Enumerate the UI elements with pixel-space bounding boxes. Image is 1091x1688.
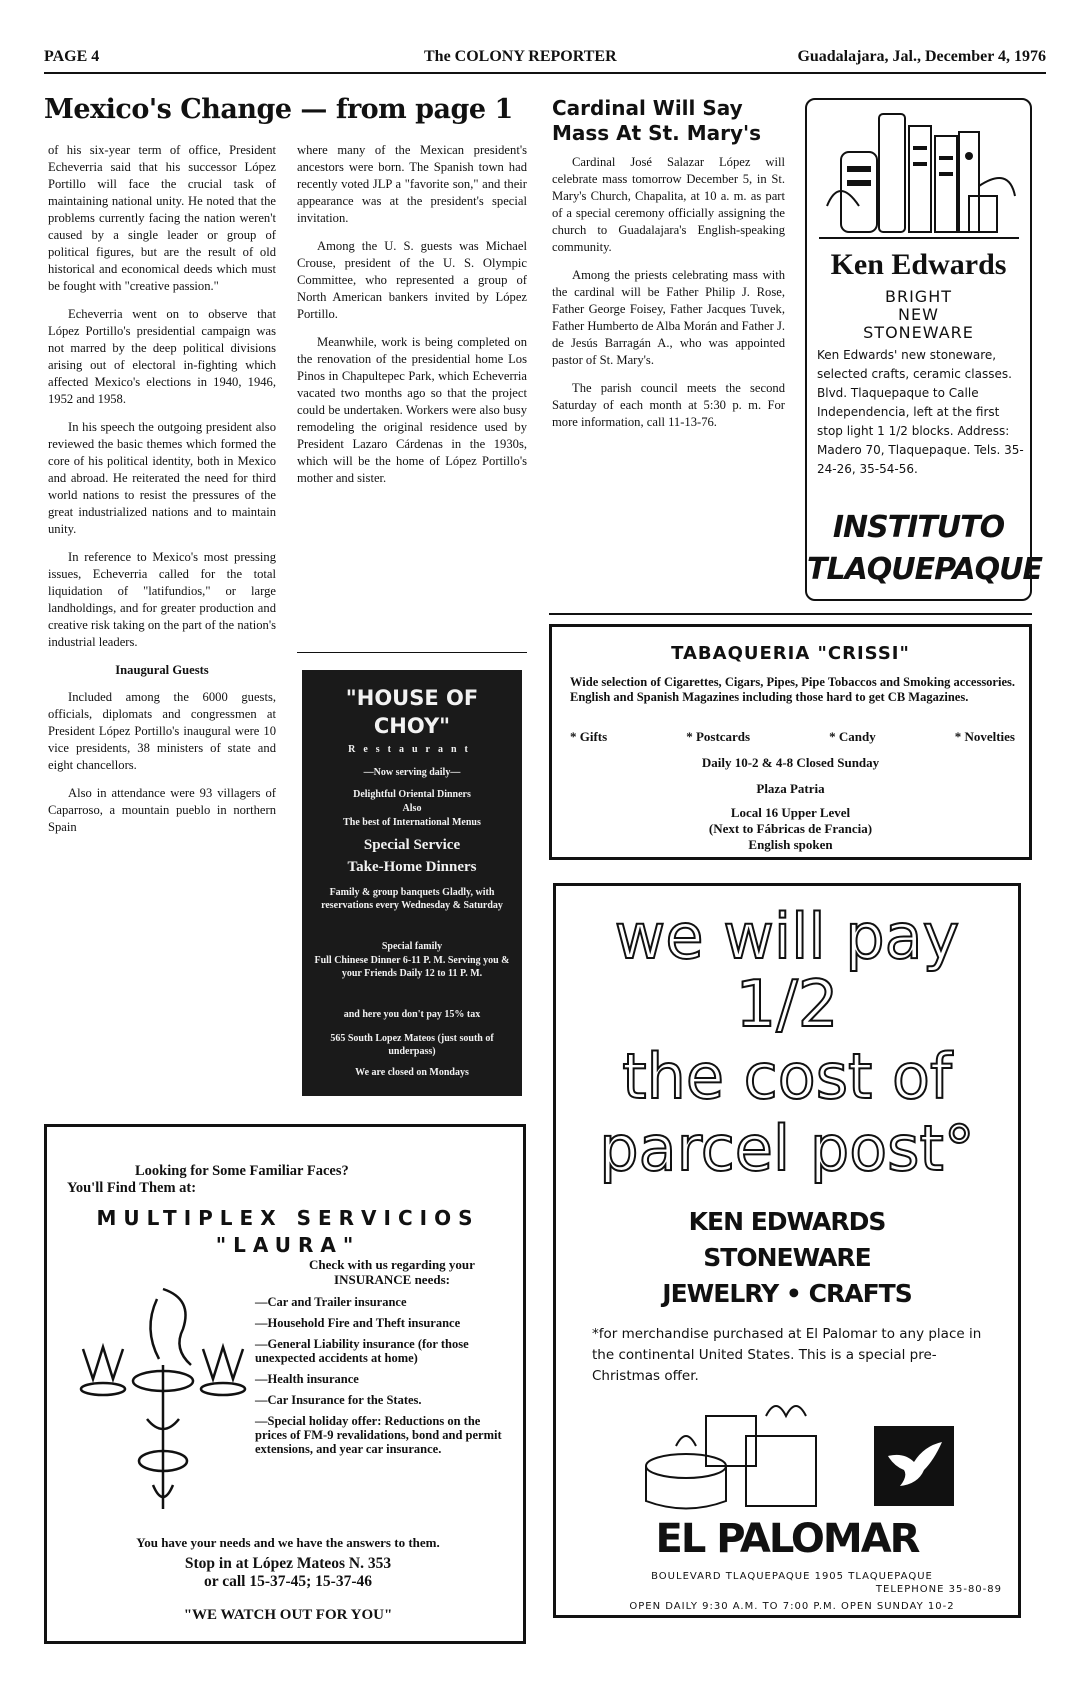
choy-tax: and here you don't pay 15% tax — [343, 1009, 481, 1020]
paragraph: Included among the 6000 guests, officials, diplomats and congressmen at President López Portillo's inaugural were 10 vice presidents, 38 ministers of state and eight chancellors. — [48, 690, 276, 772]
tabaqueria-place: Plaza Patria — [756, 781, 825, 796]
tabaqueria-english: English spoken — [748, 837, 833, 852]
ken-edwards-name: Ken Edwards — [830, 248, 1007, 281]
subhead: Inaugural Guests — [115, 663, 209, 677]
main-headline: Mexico's Change — from page 1 — [44, 94, 513, 125]
tabaqueria-local: Local 16 Upper Level — [730, 805, 851, 820]
article-column-1 — [48, 142, 276, 847]
paragraph: Among the U. S. guests was Michael Crouse, president of the U. S. Olympic Committee, who represented a group of North American bankers invited by López Portillo. — [297, 239, 527, 321]
tlaquepaque-text: TLAQUEPAQUE — [807, 552, 1042, 587]
choy-best: The best of International Menus — [343, 817, 481, 828]
outline-headline — [556, 886, 1018, 1196]
choy-now: —Now serving daily— — [363, 767, 461, 778]
choy-family: Family & group banquets Gladly, with reservations every Wednesday & Saturday — [321, 887, 503, 911]
multiplex-name — [65, 1205, 511, 1259]
paragraph: Meanwhile, work is being completed on the renovation of the presidential home Los Pinos in Chapultepec Park, which Echeverria vacated two months ago so that the project could be undertaken. Workers were also busy remodeling the original residence used by President Lazaro Cárdenas in the 1930s, which will be the home of López Portillo's mother and sister. — [297, 335, 527, 485]
paragraph: Echeverria went on to observe that López Portillo's presidential campaign was not marred by the deep political divisions arising out of electoral in-fighting which affected Mexico's elections in 1940, 1946, 1952 and 1958. — [48, 307, 276, 406]
name-line: MULTIPLEX SERVICIOS — [96, 1206, 480, 1230]
item: * Gifts — [570, 729, 608, 744]
paragraph: In reference to Mexico's most pressing issues, Echeverria called for the total liquidation of "latifundios," or large landholdings, and for greater production and creative risk taking on the part of the nation's industrial leaders. — [48, 550, 276, 649]
paper-name: The COLONY REPORTER — [424, 48, 617, 65]
tabaqueria-hours: Daily 10-2 & 4-8 Closed Sunday — [701, 755, 880, 770]
tagline-line: NEW — [898, 305, 939, 324]
choy-title: "HOUSE OF CHOY" — [345, 686, 479, 738]
address-line: BOULEVARD TLAQUEPAQUE 1905 TLAQUEPAQUE — [651, 1571, 933, 1582]
list-item: —Health insurance — [255, 1372, 359, 1386]
tabaqueria-title: TABAQUERIA "CRISSI" — [671, 643, 910, 664]
dateline: Guadalajara, Jal., December 4, 1976 — [797, 48, 1046, 65]
item: * Candy — [829, 729, 876, 744]
choy-takehome: Take-Home Dinners — [347, 859, 477, 875]
multiplex-check: Check with us regarding your INSURANCE needs: — [309, 1257, 475, 1287]
multiplex-needs: You have your needs and we have the answers to them. — [136, 1535, 440, 1550]
tagline-line: STONEWARE — [863, 323, 974, 342]
masthead — [44, 42, 1046, 74]
multiplex-slogan: "WE WATCH OUT FOR YOU" — [183, 1607, 393, 1623]
headline-line-3: the cost of — [622, 1040, 952, 1113]
page-number: PAGE 4 — [44, 48, 100, 65]
call-line: or call 15-37-45; 15-37-46 — [203, 1573, 373, 1590]
ken-line: JEWELRY • CRAFTS — [662, 1279, 912, 1308]
tabaqueria-next-to: (Next to Fábricas de Francia) — [708, 821, 873, 836]
tabaqueria-ad — [549, 624, 1032, 860]
paragraph: of his six-year term of office, President Echeverria said that his successor López Portillo will face the crucial task of maintaining national unity. He noted that the problems currently facing the nation weren't caused by a single leader or group of political figures, but are the result of old historical and economical deeds which must be fought with "creative passion." — [48, 143, 276, 293]
ken-body: Ken Edwards' new stoneware, selected crafts, ceramic classes. Blvd. Tlaquepaque to Calle Independencia, left at the first stop light 1 1/2 blocks. Address: Madero 70, Tlaquepaque. Tels. 35-24-26, 35-54-56. — [817, 348, 1024, 476]
paragraph: where many of the Mexican president's ancestors were born. The Spanish town had recently voted JLP a "favorite son," and their appearance was at the president's special invitation. — [297, 143, 527, 225]
find-line: You'll Find Them at: — [67, 1180, 197, 1196]
el-palomar-ad — [553, 883, 1021, 1618]
item: * Postcards — [686, 729, 751, 744]
paragraph: Cardinal José Salazar López will celebrate mass tomorrow December 5, in St. Mary's Church, Chapalita, at 10 a. m. as part of a special ceremony officially assigning the church to Guadalajara's English-speaking community. — [552, 155, 785, 254]
tabaqueria-description: Wide selection of Cigarettes, Cigars, Pipes, Pipe Tobaccos and Smoking accessories. English and Spanish Magazines including those hard to get CB Magazines. — [570, 675, 1015, 704]
paragraph: The parish council meets the second Saturday of each month at 5:30 p. m. For more information, call 11-13-76. — [552, 381, 785, 429]
tagline-line: BRIGHT — [884, 287, 952, 306]
ken-line: KEN EDWARDS — [688, 1207, 886, 1236]
cardinal-headline: Cardinal Will Say Mass At St. Mary's — [552, 96, 762, 145]
tabaqueria-items — [570, 729, 1015, 745]
el-palomar-name: EL PALOMAR — [655, 1516, 919, 1562]
list-item: —Special holiday offer: Reductions on the prices of FM-9 revalidations, bond and permit extensions, and year car insurance. — [255, 1414, 502, 1456]
article-column-2 — [297, 142, 527, 498]
house-of-choy-ad — [302, 670, 522, 1096]
cardinal-article — [552, 154, 785, 442]
multiplex-ad — [44, 1124, 526, 1644]
headline-line-1: we will pay — [614, 900, 960, 973]
choy-restaurant: Restaurant — [348, 744, 476, 755]
column-divider — [297, 652, 527, 653]
headline-line-2: 1/2 — [735, 968, 839, 1042]
stop-line: Stop in at López Mateos N. 353 — [184, 1555, 392, 1572]
pal-note: *for merchandise purchased at El Palomar to any place in the continental United States. This is a special pre-Christmas offer. — [592, 1326, 982, 1384]
choy-closed: We are closed on Mondays — [355, 1067, 469, 1078]
insurance-list — [255, 1295, 512, 1463]
choy-special-family: Special family — [381, 941, 443, 952]
list-item: —Car Insurance for the States. — [255, 1393, 422, 1407]
instituto-text: INSTITUTO — [832, 510, 1005, 545]
ken-tagline — [807, 288, 1030, 342]
item: * Novelties — [954, 729, 1015, 744]
list-item: —Household Fire and Theft insurance — [255, 1316, 461, 1330]
insurance-emblem-illustration — [73, 1269, 253, 1519]
headline-line-4: parcel post° — [599, 1112, 975, 1185]
ken-line: STONEWARE — [703, 1243, 871, 1272]
pal-address — [582, 1570, 1002, 1596]
look-line: Looking for Some Familiar Faces? — [135, 1163, 349, 1179]
multiplex-intro — [67, 1163, 507, 1197]
choy-also: Also — [402, 803, 422, 814]
choy-full: Full Chinese Dinner 6-11 P. M. Serving you & your Friends Daily 12 to 11 P. M. — [314, 955, 510, 979]
phone-line: TELEPHONE 35-80-89 — [875, 1584, 1002, 1595]
pal-ken-edwards — [556, 1204, 1018, 1312]
name-line: "LAURA" — [215, 1233, 361, 1257]
list-item: —Car and Trailer insurance — [255, 1295, 407, 1309]
choy-special: Special Service — [363, 837, 461, 853]
list-item: —General Liability insurance (for those unexpected accidents at home) — [255, 1337, 469, 1365]
pal-hours: OPEN DAILY 9:30 A.M. TO 7:00 P.M. OPEN SUNDAY 10-2 — [629, 1601, 955, 1612]
choy-delightful: Delightful Oriental Dinners — [353, 789, 471, 800]
paragraph: Also in attendance were 93 villagers of Caparroso, a mountain pueblo in northern Spain — [48, 786, 276, 834]
choy-address: 565 South Lopez Mateos (just south of underpass) — [330, 1033, 494, 1057]
paragraph: Among the priests celebrating mass with the cardinal will be Father Philip J. Rose, Father George Foisey, Father Jacques Tuvek, Father Humberto de Alba Morán and Father J. de Jesús Barragán A., who was appointed pastor of St. Mary's. — [552, 268, 785, 367]
gift-boxes-illustration — [636, 1396, 826, 1516]
multiplex-contact — [65, 1555, 511, 1591]
section-divider — [549, 613, 1032, 615]
stoneware-illustration — [819, 106, 1019, 246]
ken-edwards-ad — [805, 98, 1042, 601]
dove-logo-icon — [874, 1426, 954, 1506]
paragraph: In his speech the outgoing president also reviewed the basic themes which formed the core of his political identity, both in Mexico and abroad. He reiterated the need for third world nations to resist the pressures of the great industrialized nations and to maintain unity. — [48, 420, 276, 536]
